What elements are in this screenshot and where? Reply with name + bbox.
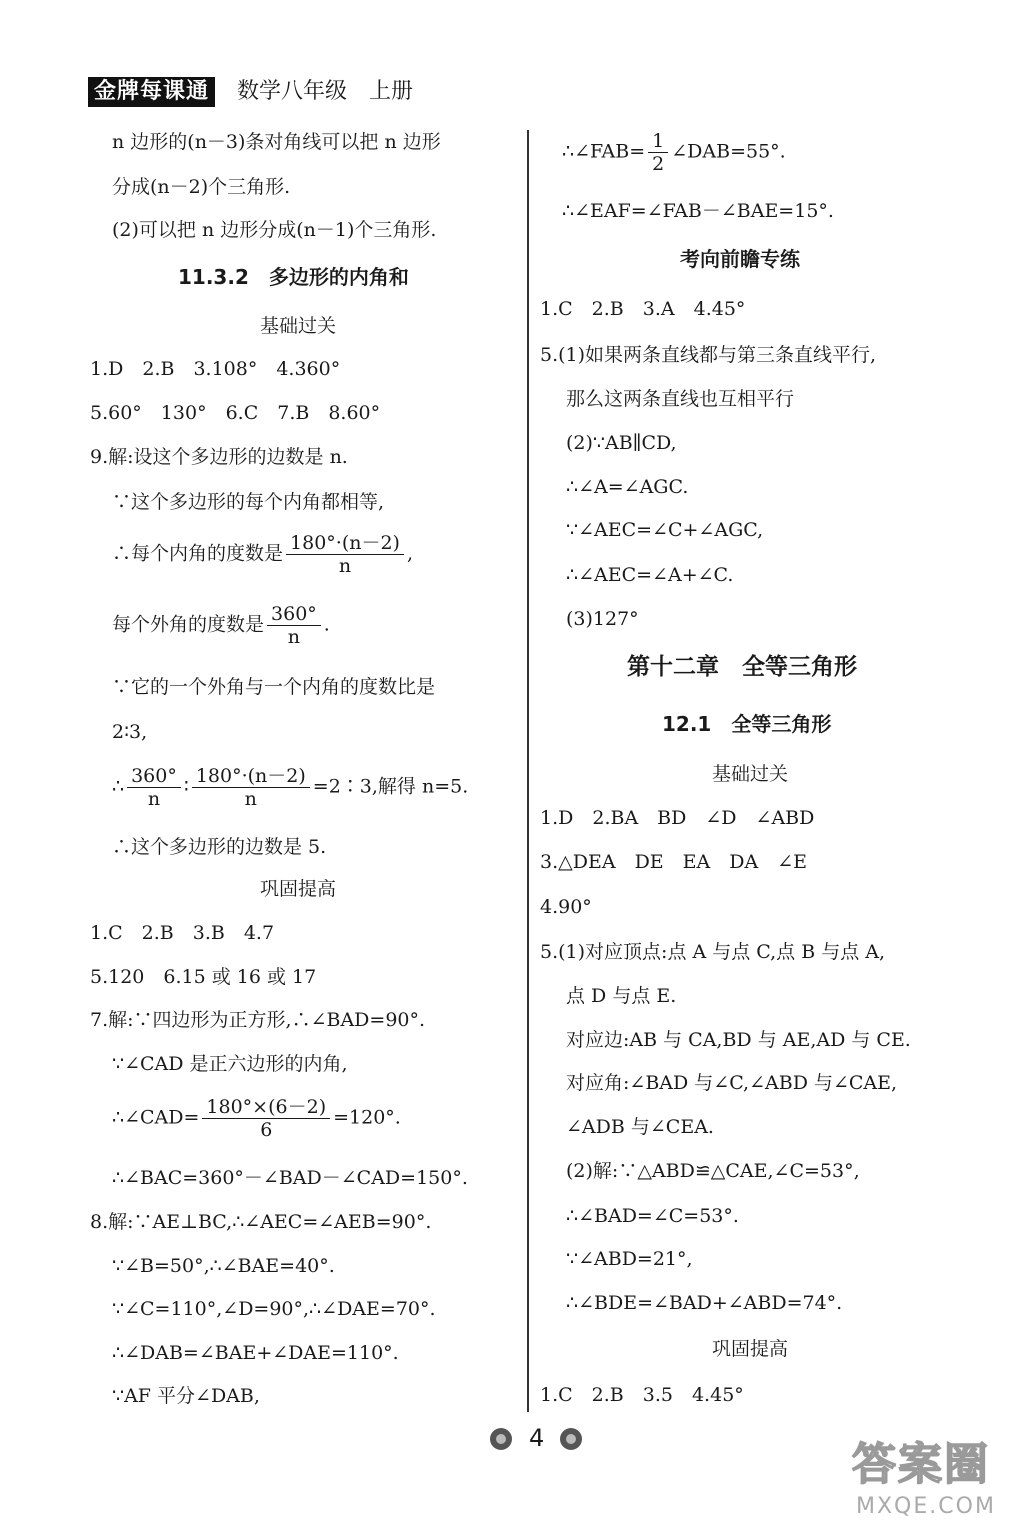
text-line: ∵∠CAD 是正六边形的内角, (112, 1053, 348, 1075)
fraction-line (112, 603, 330, 648)
numerator: 180°×(6－2) (202, 1096, 330, 1119)
text-line: ∴∠EAF=∠FAB－∠BAE=15°. (562, 200, 834, 222)
page-header (88, 76, 413, 108)
watermark-title: 答案圈 (852, 1439, 990, 1490)
fraction (648, 130, 668, 175)
column-divider (527, 130, 529, 1412)
answer-line: 1.D 2.BA BD ∠D ∠ABD (540, 807, 815, 829)
text-line: ∵∠C=110°,∠D=90°,∴∠DAE=70°. (112, 1298, 436, 1320)
answer-line: 4.90° (540, 896, 592, 918)
chapter-title: 第十二章 全等三角形 (627, 654, 857, 680)
denominator: 6 (260, 1119, 273, 1141)
fraction (127, 765, 181, 810)
text-line: (2)∵AB∥CD, (566, 432, 677, 454)
answer-line: 3.△DEA DE EA DA ∠E (540, 851, 808, 873)
text-line: 对应边:AB 与 CA,BD 与 AE,AD 与 CE. (566, 1029, 911, 1051)
text-line: ∵∠ABD=21°, (566, 1248, 693, 1270)
answer-line: 5.(1)如果两条直线都与第三条直线平行, (540, 344, 877, 366)
flower-ornament-icon (490, 1428, 512, 1450)
text-span: ∠DAB=55°. (671, 140, 786, 163)
text-line: ∴∠DAB=∠BAE+∠DAE=110°. (112, 1342, 399, 1364)
text-span: ∴ (112, 775, 125, 798)
answer-line: 8.解:∵AE⊥BC,∴∠AEC=∠AEB=90°. (90, 1211, 432, 1233)
fraction-line (112, 532, 413, 577)
answer-line: 7.解:∵四边形为正方形,∴∠BAD=90°. (90, 1009, 426, 1031)
text-line: ∵它的一个外角与一个内角的度数比是 (112, 676, 436, 698)
subsection-title: 巩固提高 (260, 878, 337, 900)
fraction-line (112, 1096, 401, 1141)
fraction (202, 1096, 330, 1141)
text-line: ∴∠BAD=∠C=53°. (566, 1205, 739, 1227)
numerator: 360° (267, 603, 321, 626)
denominator: n (244, 788, 257, 810)
text-line: ∴这个多边形的边数是 5. (112, 836, 327, 858)
text-line: n 边形的(n－3)条对角线可以把 n 边形 (112, 131, 441, 153)
answer-line: 5.120 6.15 或 16 或 17 (90, 966, 317, 988)
page-number: 4 (529, 1424, 545, 1452)
text-line: 分成(n－2)个三角形. (112, 176, 291, 198)
numerator: 180°·(n－2) (192, 765, 310, 788)
numerator: 360° (127, 765, 181, 788)
subsection-title: 基础过关 (260, 315, 337, 337)
denominator: n (287, 626, 301, 648)
text-span: ∴∠FAB= (562, 140, 646, 163)
fraction (267, 603, 321, 648)
text-span: . (323, 613, 330, 636)
numerator: 1 (648, 130, 668, 153)
text-line: ∵AF 平分∠DAB, (112, 1385, 260, 1407)
book-subject: 数学八年级 上册 (237, 79, 414, 104)
text-line: ∵∠B=50°,∴∠BAE=40°. (112, 1255, 335, 1277)
denominator: 2 (652, 153, 665, 175)
answer-line: 1.C 2.B 3.A 4.45° (540, 298, 746, 320)
answer-line: 9.解:设这个多边形的边数是 n. (90, 446, 348, 468)
text-line: ∴∠A=∠AGC. (566, 476, 689, 498)
brand-logo: 金牌每课通 (88, 77, 215, 107)
text-line: ∴∠BDE=∠BAD+∠ABD=74°. (566, 1292, 843, 1314)
answer-line: 1.C 2.B 3.B 4.7 (90, 922, 275, 944)
watermark-logo (852, 1440, 1012, 1526)
text-line: 2∶3, (112, 721, 148, 743)
fraction (192, 765, 310, 810)
section-title: 考向前瞻专练 (680, 247, 800, 271)
subsection-title: 基础过关 (712, 763, 789, 785)
text-span: ∴每个内角的度数是 (112, 542, 284, 565)
section-title: 12.1 全等三角形 (662, 712, 832, 736)
answer-line: 5.(1)对应顶点:点 A 与点 C,点 B 与点 A, (540, 941, 886, 963)
text-line: (2)可以把 n 边形分成(n－1)个三角形. (112, 219, 437, 241)
text-line: ∵∠AEC=∠C+∠AGC, (566, 519, 764, 541)
text-span: , (406, 542, 414, 565)
text-line: 对应角:∠BAD 与∠C,∠ABD 与∠CAE, (566, 1072, 898, 1094)
answer-line: 5.60° 130° 6.C 7.B 8.60° (90, 402, 381, 424)
section-title: 11.3.2 多边形的内角和 (178, 265, 409, 289)
text-span: ∴∠CAD= (112, 1106, 200, 1129)
text-line: (2)解:∵△ABD≌△CAE,∠C=53°, (566, 1160, 860, 1182)
text-line: (3)127° (566, 608, 639, 630)
text-span: =2∶3,解得 n=5. (312, 775, 469, 798)
text-span: =120°. (333, 1106, 401, 1129)
fraction-line (562, 130, 786, 175)
flower-ornament-icon (560, 1428, 582, 1450)
text-span: ∶ (183, 775, 189, 798)
fraction-line (112, 765, 468, 810)
denominator: n (338, 555, 352, 577)
watermark-url: MXQE.COM (856, 1494, 996, 1519)
text-line: ∴∠AEC=∠A+∠C. (566, 564, 734, 586)
subsection-title: 巩固提高 (712, 1338, 789, 1360)
text-line: 那么这两条直线也互相平行 (566, 388, 795, 410)
fraction (286, 532, 404, 577)
denominator: n (147, 788, 161, 810)
answer-line: 1.C 2.B 3.5 4.45° (540, 1384, 744, 1406)
text-span: 每个外角的度数是 (112, 613, 265, 636)
answer-line: 1.D 2.B 3.108° 4.360° (90, 358, 341, 380)
text-line: ∠ADB 与∠CEA. (566, 1116, 714, 1138)
text-line: ∵这个多边形的每个内角都相等, (112, 491, 385, 513)
numerator: 180°·(n－2) (286, 532, 404, 555)
text-line: 点 D 与点 E. (566, 985, 677, 1007)
text-line: ∴∠BAC=360°－∠BAD－∠CAD=150°. (112, 1167, 468, 1189)
